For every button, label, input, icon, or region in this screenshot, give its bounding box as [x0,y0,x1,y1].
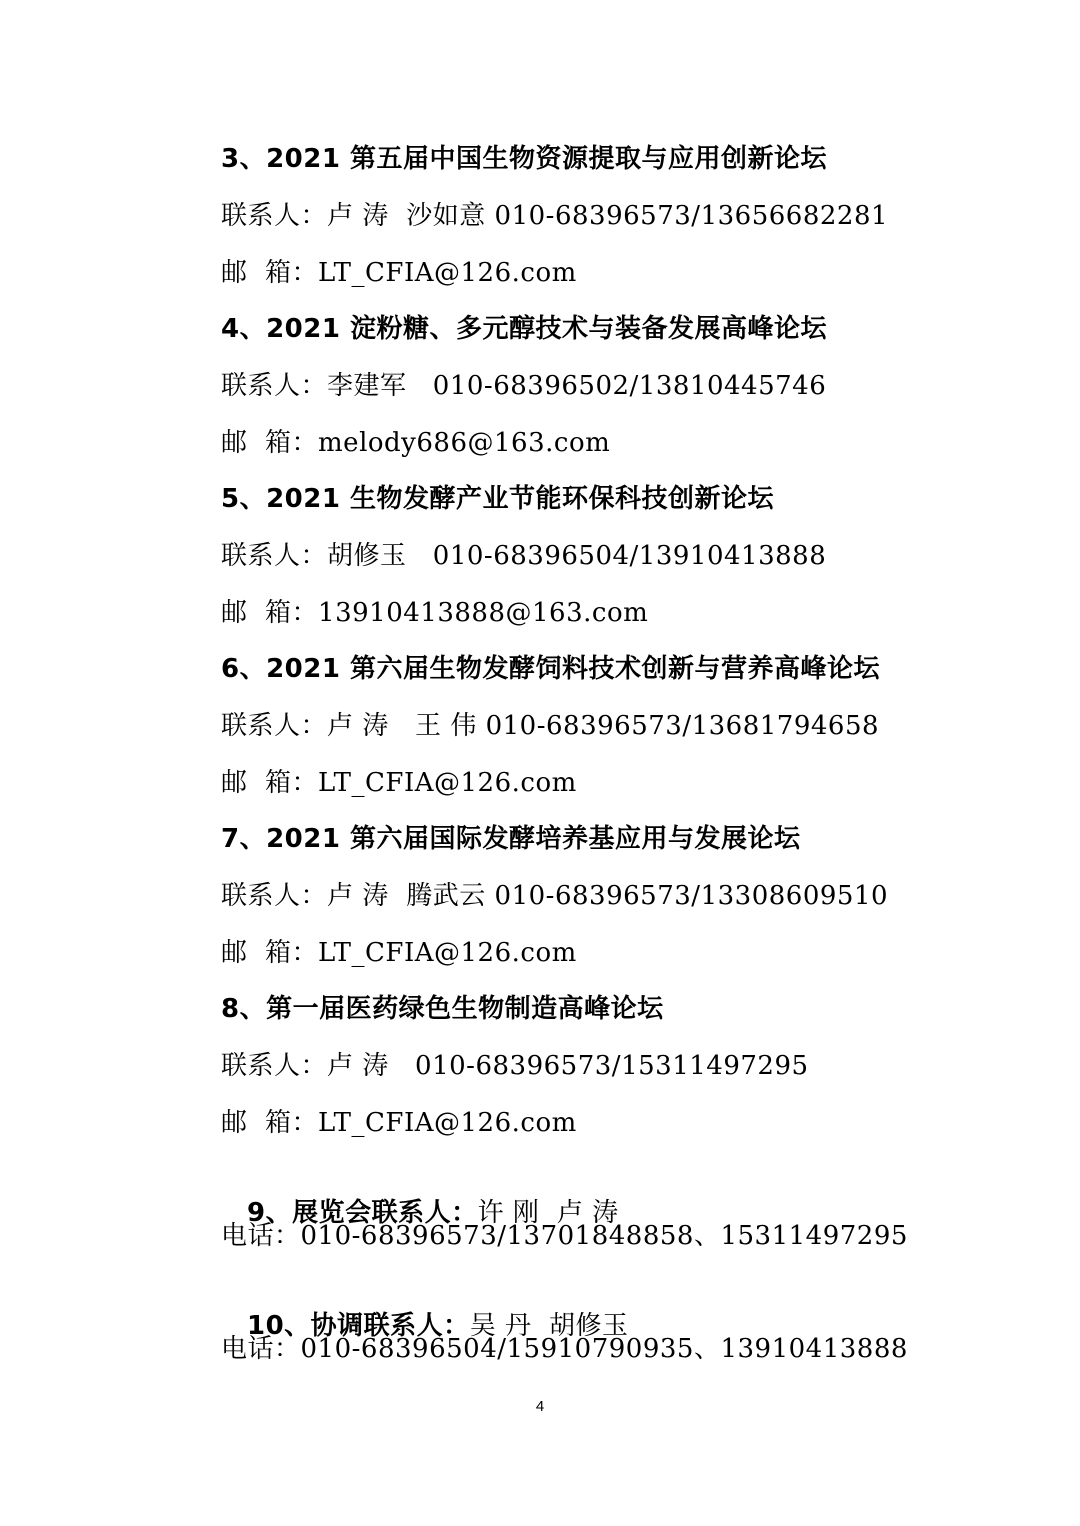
section-9-label: 9、展览会联系人： [247,1198,478,1228]
section-4-contact: 联系人：李建军 010-68396502/13810445746 [221,371,827,401]
section-9-names: 许 刚 卢 涛 [477,1198,619,1228]
section-9-title [221,1162,619,1228]
section-3-contact: 联系人：卢 涛 沙如意 010-68396573/13656682281 [221,201,889,231]
section-5-title: 5、2021 生物发酵产业节能环保科技创新论坛 [221,484,775,514]
section-8-title: 8、第一届医药绿色生物制造高峰论坛 [221,994,664,1024]
section-7-contact: 联系人：卢 涛 腾武云 010-68396573/13308609510 [221,881,889,911]
section-3-title: 3、2021 第五届中国生物资源提取与应用创新论坛 [221,144,828,174]
section-10-phone: 电话：010-68396504/15910790935、13910413888 [221,1334,908,1364]
section-10-label: 10、协调联系人： [247,1311,470,1341]
section-8-email: 邮 箱：LT_CFIA@126.com [221,1108,577,1138]
section-6-email: 邮 箱：LT_CFIA@126.com [221,768,577,798]
section-8-contact: 联系人：卢 涛 010-68396573/15311497295 [221,1051,809,1081]
section-10-title [221,1275,629,1341]
section-7-email: 邮 箱：LT_CFIA@126.com [221,938,577,968]
section-7-title: 7、2021 第六届国际发酵培养基应用与发展论坛 [221,824,801,854]
section-6-title: 6、2021 第六届生物发酵饲料技术创新与营养高峰论坛 [221,654,881,684]
section-9-phone: 电话：010-68396573/13701848858、15311497295 [221,1221,908,1251]
section-5-email: 邮 箱：13910413888@163.com [221,598,649,628]
page-number: 4 [535,1398,545,1415]
section-5-contact: 联系人：胡修玉 010-68396504/13910413888 [221,541,827,571]
section-4-email: 邮 箱：melody686@163.com [221,428,611,458]
section-10-names: 吴 丹 胡修玉 [469,1311,629,1341]
section-3-email: 邮 箱：LT_CFIA@126.com [221,258,577,288]
section-6-contact: 联系人：卢 涛 王 伟 010-68396573/13681794658 [221,711,880,741]
section-4-title: 4、2021 淀粉糖、多元醇技术与装备发展高峰论坛 [221,314,828,344]
